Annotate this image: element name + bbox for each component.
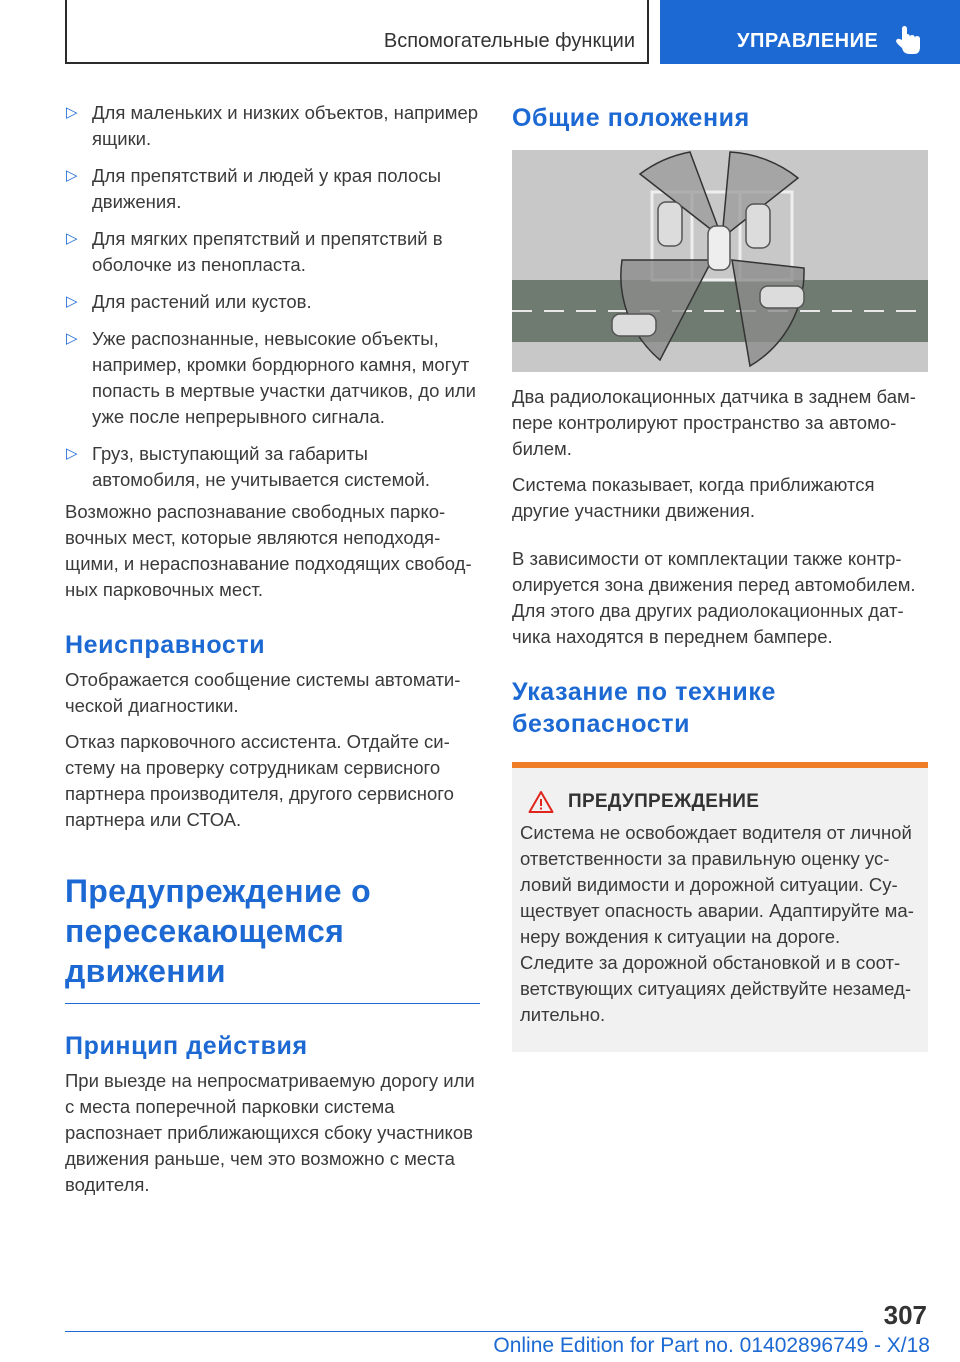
right-column [512,100,928,1052]
limitations-list [65,100,480,493]
bullet-triangle-icon: ▷ [66,104,78,121]
footer-divider [65,1331,863,1332]
principle-paragraph: При выезде на непросматриваемую дорогу или с места поперечной парковки система распознает приближающихся сбоку участников движения раньше, чем это возможно с места водителя. [65,1070,475,1195]
warning-text: Система не освобождает водителя от личной ответственности за правильную оценку условий видимости и дорожной ситуации. Существует опасность аварии. Адаптируйте манеру вождения к ситуации на дороге. Следите за дорожной обстановкой и в соответствующих ситуациях действуйте незамедлительно. [520,822,914,1025]
bullet-triangle-icon: ▷ [66,230,78,247]
list-item: ▷ Для растений или кустов. [65,289,480,315]
faults-paragraph-1: Отображается сообщение системы автоматической диагностики. [65,669,461,716]
heading-divider [65,1003,480,1004]
footer-edition: Online Edition for Part no. 01402896749 - X/18 [493,1334,930,1357]
list-item: ▷ Груз, выступающий за габариты автомобиля, не учитывается системой. [66,443,431,490]
bullet-triangle-icon: ▷ [66,445,78,462]
faults-paragraph-2: Отказ парковочного ассистента. Отдайте систему на проверку сотрудникам сервисного партнера производителя, другого сервисного партнера или СТОА. [65,731,454,830]
general-paragraph-3: В зависимости от комплектации также контролируется зона движения перед автомобилем. Для этого два других радиолокационных датчика находятся в переднем бампере. [512,548,916,647]
bullet-triangle-icon: ▷ [66,293,78,310]
parking-spaces-paragraph: Возможно распознавание свободных парковочных мест, которые являются неподходящими, и нераспознавание подходящих свободных парковочных мест. [65,501,472,600]
warning-header [528,790,918,814]
general-paragraph-2: Система показывает, когда приближаются другие участники движения. [512,474,875,521]
header-chapter-title: УПРАВЛЕНИЕ [737,30,879,52]
list-item: ▷ Для мягких препятствий и препятствий в оболочке из пенопласта. [66,228,443,275]
cross-traffic-heading: Предупреждение о пересекающемся движении [65,873,371,989]
list-item: ▷ Для препятствий и людей у края полосы движения. [66,165,441,212]
page-number: 307 [883,1300,927,1330]
warning-title: ПРЕДУПРЕЖДЕНИЕ [568,791,760,812]
radar-sensors-illustration [512,150,928,372]
bullet-triangle-icon: ▷ [66,167,78,184]
general-paragraph-1: Два радиолокационных датчика в заднем бампере контролируют пространство за автомобилем. [512,386,916,459]
warning-triangle-icon [528,790,554,814]
list-item: ▷ Уже распознанные, невысокие объекты, например, кромки бордюрного камня, могут попасть в мертвые участки датчиков, до или уже после непрерывного сигнала. [66,328,476,427]
left-column [65,100,480,1208]
warning-box [512,762,928,1052]
bullet-triangle-icon: ▷ [66,330,78,347]
hand-pointer-icon [894,24,922,56]
principle-heading: Принцип действия [65,1032,308,1060]
safety-heading: Указание по технике безопасности [512,678,776,738]
general-heading: Общие положения [512,104,750,132]
list-item: ▷ Для маленьких и низких объектов, например ящики. [66,102,479,149]
header-section-title: Вспомогательные функции [383,30,635,52]
header-section-box [65,0,649,64]
faults-heading: Неисправности [65,631,266,659]
